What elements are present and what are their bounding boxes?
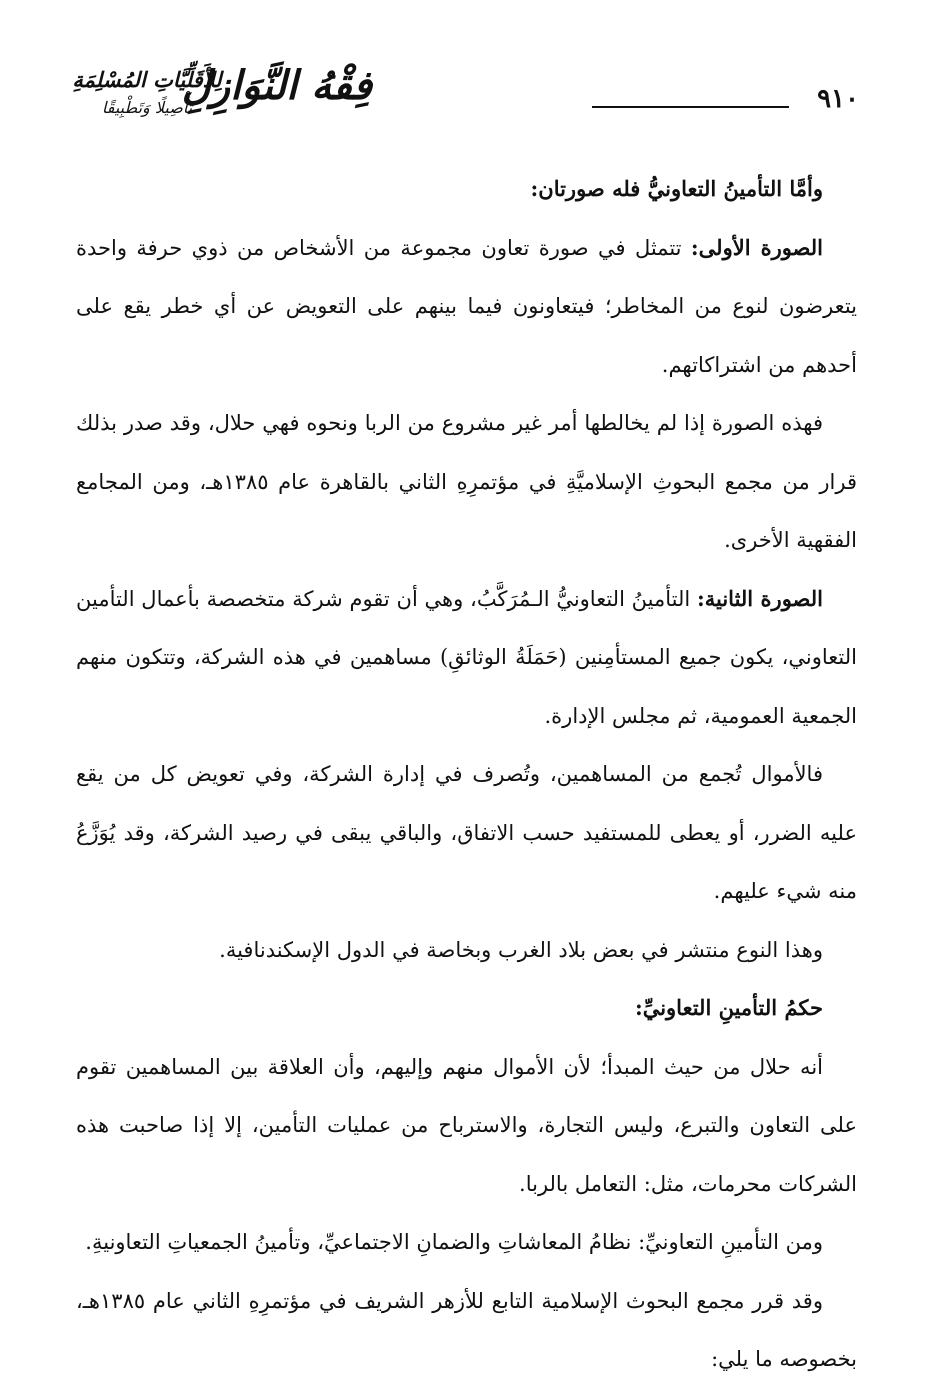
section-heading: حكمُ التأمينِ التعاونيِّ: — [634, 995, 823, 1020]
book-title-side: لِلأَقَلِّيَّاتِ المُسْلِمَةِ — [72, 67, 222, 92]
body-text — [76, 160, 857, 1389]
paragraph-heading: الصورة الأولى: — [690, 234, 824, 260]
paragraph-text: أنه حلال من حيث المبدأ؛ لأن الأموال منهم وإليهم، وأن العلاقة بين المساهمين تقوم على التعاون والتبرع، وليس التجارة، والاسترباح من عمليات التأمين، إلا إذا صاحبت هذه الشركات محرمات، مثل: التعامل بالربا. — [76, 1054, 857, 1196]
book-title-main: فِقْهُ النَّوَازِلِ — [181, 62, 372, 109]
header-rule — [592, 106, 789, 108]
paragraph-text: وقد قرر مجمع البحوث الإسلامية التابع للأزهر الشريف في مؤتمرِهِ الثاني عام ١٣٨٥هـ، بخصوصه ما يلي: — [76, 1288, 857, 1371]
book-title-logo — [72, 62, 512, 142]
book-subtitle: تَأْصِيلًا وَتَطْبِيقًا — [101, 98, 193, 117]
paragraph-heading: الصورة الثانية: — [696, 585, 823, 611]
book-title-side-block — [72, 66, 222, 122]
paragraph-text: وهذا النوع منتشر في بعض بلاد الغرب وبخاصة في الدول الإسكندنافية. — [219, 937, 823, 962]
paragraph — [76, 745, 857, 921]
paragraph — [76, 160, 857, 219]
page-number: ٩١٠ — [817, 84, 859, 114]
paragraph — [76, 921, 857, 980]
paragraph — [76, 979, 857, 1038]
paragraph — [76, 1272, 857, 1389]
paragraph — [76, 1213, 857, 1272]
paragraph-heading: وأمَّا التأمينُ التعاونيُّ فله صورتان: — [530, 176, 823, 201]
page-header — [72, 62, 859, 142]
paragraph-text: فالأموال تُجمع من المساهمين، وتُصرف في إدارة الشركة، وفي تعويض كل من يقع عليه الضرر، أو يعطى للمستفيد حسب الاتفاق، والباقي يبقى في رصيد الشركة، وقد يُوَزَّعُ منه شيء عليهم. — [76, 762, 857, 903]
paragraph — [76, 219, 857, 395]
paragraph — [76, 570, 857, 746]
paragraph-text: فهذه الصورة إذا لم يخالطها أمر غير مشروع من الربا ونحوه فهي حلال، وقد صدر بذلك قرار من مجمع البحوثِ الإسلاميَّةِ في مؤتمرِهِ الثاني بالقاهرة عام ١٣٨٥هـ، ومن المجامع الفقهية الأخرى. — [76, 411, 858, 552]
paragraph-text: تتمثل في صورة تعاون مجموعة من الأشخاص من ذوي حرفة واحدة يتعرضون لنوع من المخاطر؛ فيتعاونون فيما بينهم على التعويض عن أي خطر يقع على أحدهم من اشتراكاتهم. — [76, 235, 857, 377]
paragraph — [76, 1038, 857, 1214]
paragraph — [76, 394, 857, 570]
paragraph-text: ومن التأمينِ التعاونيِّ: نظامُ المعاشاتِ والضمانِ الاجتماعيِّ، وتأمينُ الجمعياتِ التعاونيةِ. — [85, 1230, 823, 1254]
paragraph-text: التأمينُ التعاونيُّ الـمُرَكَّبُ، وهي أن تقوم شركة متخصصة بأعمال التأمين التعاوني، يكون جميع المستأمِنين (حَمَلَةُ الوثائقِ) مساهمين في هذه الشركة، وتتكون منهم الجمعية العمومية، ثم مجلس الإدارة. — [76, 586, 858, 728]
